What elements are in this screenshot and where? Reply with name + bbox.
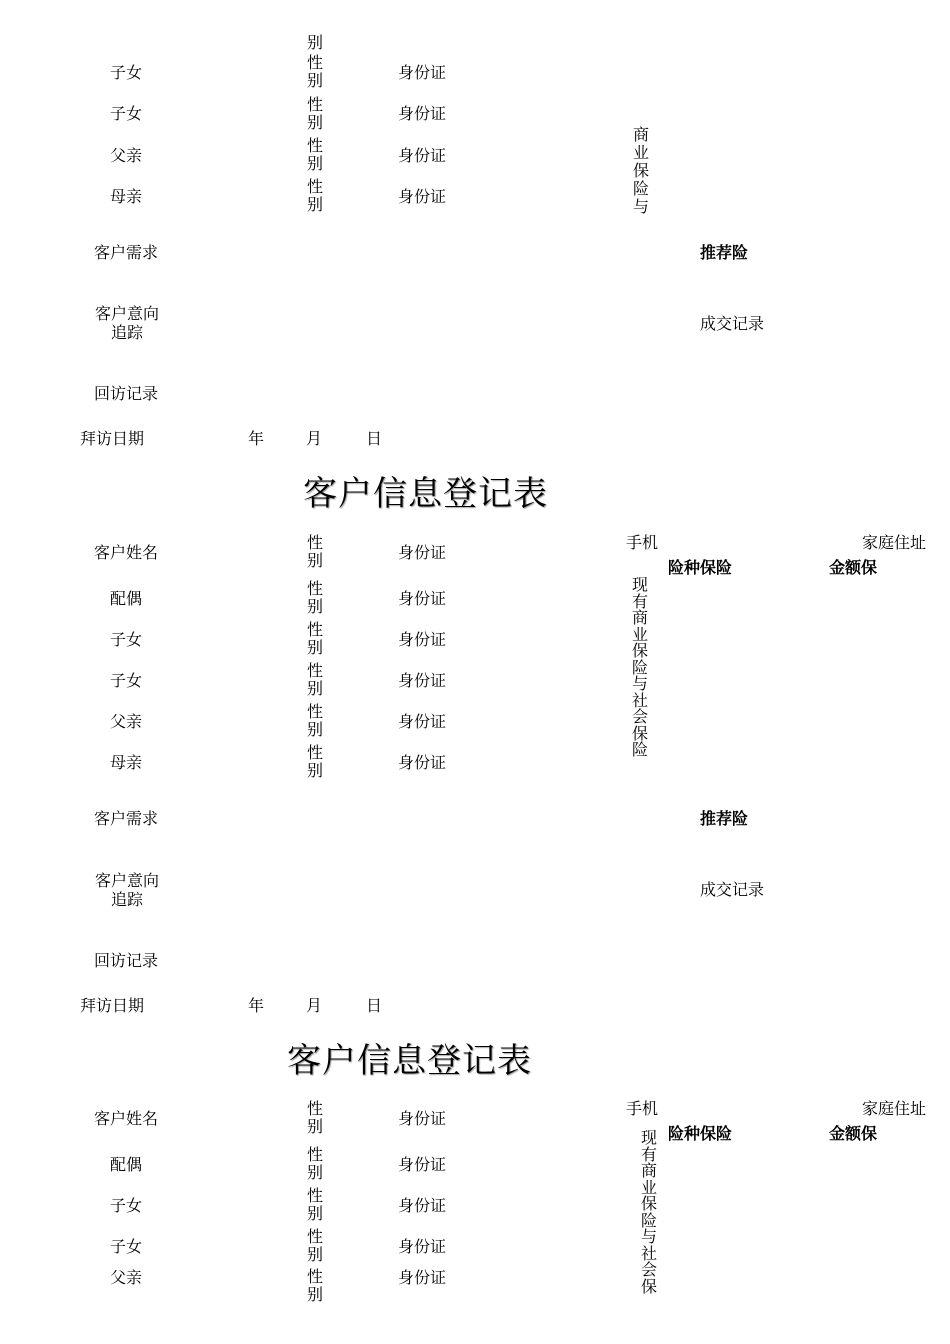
address-label: 家庭住址 [862,1099,927,1118]
coverage-amount-header: 金额保 [829,1124,878,1143]
id-card-label: 身份证 [398,671,447,690]
relation-mother-label: 母亲 [110,753,143,772]
id-card-label: 身份证 [398,1237,447,1256]
callback-record-label: 回访记录 [94,384,159,403]
relation-father-label: 父亲 [110,1268,143,1287]
gender-label: 性别 [306,177,323,214]
client-intent-line2: 追踪 [110,323,143,342]
id-card-label: 身份证 [398,63,447,82]
month-label: 月 [306,429,323,448]
gender-label: 性别 [306,1186,323,1223]
callback-record-label: 回访记录 [94,951,159,970]
id-card-label: 身份证 [398,712,447,731]
id-card-label: 身份证 [398,589,447,608]
client-name-label: 客户姓名 [94,543,159,562]
gender-label: 性别 [306,1145,323,1182]
month-label: 月 [306,996,323,1015]
client-need-label: 客户需求 [94,809,159,828]
client-intent-label [94,871,160,909]
relation-child-label: 子女 [110,63,143,82]
client-intent-line1: 客户意向 [94,304,159,323]
client-need-label: 客户需求 [94,243,159,262]
deal-record-label: 成交记录 [700,880,765,899]
client-name-label: 客户姓名 [94,1109,159,1128]
coverage-amount-header: 金额保 [829,558,878,577]
phone-label: 手机 [626,533,659,552]
relation-mother-label: 母亲 [110,187,143,206]
relation-child-label: 子女 [110,1237,143,1256]
insurance-type-header: 险种保险 [668,1124,733,1143]
gender-label: 性别 [306,743,323,780]
id-card-label: 身份证 [398,630,447,649]
year-label: 年 [248,996,265,1015]
client-intent-label [94,304,160,342]
gender-label: 性别 [306,702,323,739]
relation-spouse-label: 配偶 [110,1155,143,1174]
visit-date-label: 拜访日期 [80,996,145,1015]
gender-label: 性别 [306,533,323,570]
id-card-label: 身份证 [398,104,447,123]
id-card-label: 身份证 [398,146,447,165]
existing-insurance-vertical-label: 现有商业保险与社会保险 [631,575,648,759]
relation-child-label: 子女 [110,630,143,649]
client-intent-line2: 追踪 [110,890,143,909]
gender-label: 性别 [306,620,323,657]
gender-label: 性别 [306,95,323,132]
client-intent-line1: 客户意向 [94,871,159,890]
id-card-label: 身份证 [398,543,447,562]
day-label: 日 [366,996,383,1015]
relation-father-label: 父亲 [110,146,143,165]
gender-label-fragment: 别 [306,33,323,52]
id-card-label: 身份证 [398,1268,447,1287]
visit-date-label: 拜访日期 [80,429,145,448]
year-label: 年 [248,429,265,448]
id-card-label: 身份证 [398,187,447,206]
deal-record-label: 成交记录 [700,314,765,333]
relation-spouse-label: 配偶 [110,589,143,608]
form-title: 客户信息登记表 [303,474,548,514]
gender-label: 性别 [306,579,323,616]
gender-label: 性别 [306,1099,323,1136]
id-card-label: 身份证 [398,1196,447,1215]
gender-label: 性别 [306,53,323,90]
gender-label: 性别 [306,661,323,698]
relation-child-label: 子女 [110,1196,143,1215]
id-card-label: 身份证 [398,1109,447,1128]
relation-child-label: 子女 [110,104,143,123]
insurance-type-header: 险种保险 [668,558,733,577]
recommend-insurance-label: 推荐险 [700,809,749,828]
recommend-insurance-label: 推荐险 [700,243,749,262]
phone-label: 手机 [626,1099,659,1118]
existing-insurance-vertical-label: 现有商业保险与社会保 [640,1128,657,1296]
relation-child-label: 子女 [110,671,143,690]
id-card-label: 身份证 [398,753,447,772]
address-label: 家庭住址 [862,533,927,552]
existing-insurance-vertical-label: 商业保险与 [632,125,649,216]
form-title: 客户信息登记表 [287,1041,532,1081]
gender-label: 性别 [306,1227,323,1264]
day-label: 日 [366,429,383,448]
id-card-label: 身份证 [398,1155,447,1174]
relation-father-label: 父亲 [110,712,143,731]
gender-label: 性别 [306,1267,323,1304]
gender-label: 性别 [306,136,323,173]
